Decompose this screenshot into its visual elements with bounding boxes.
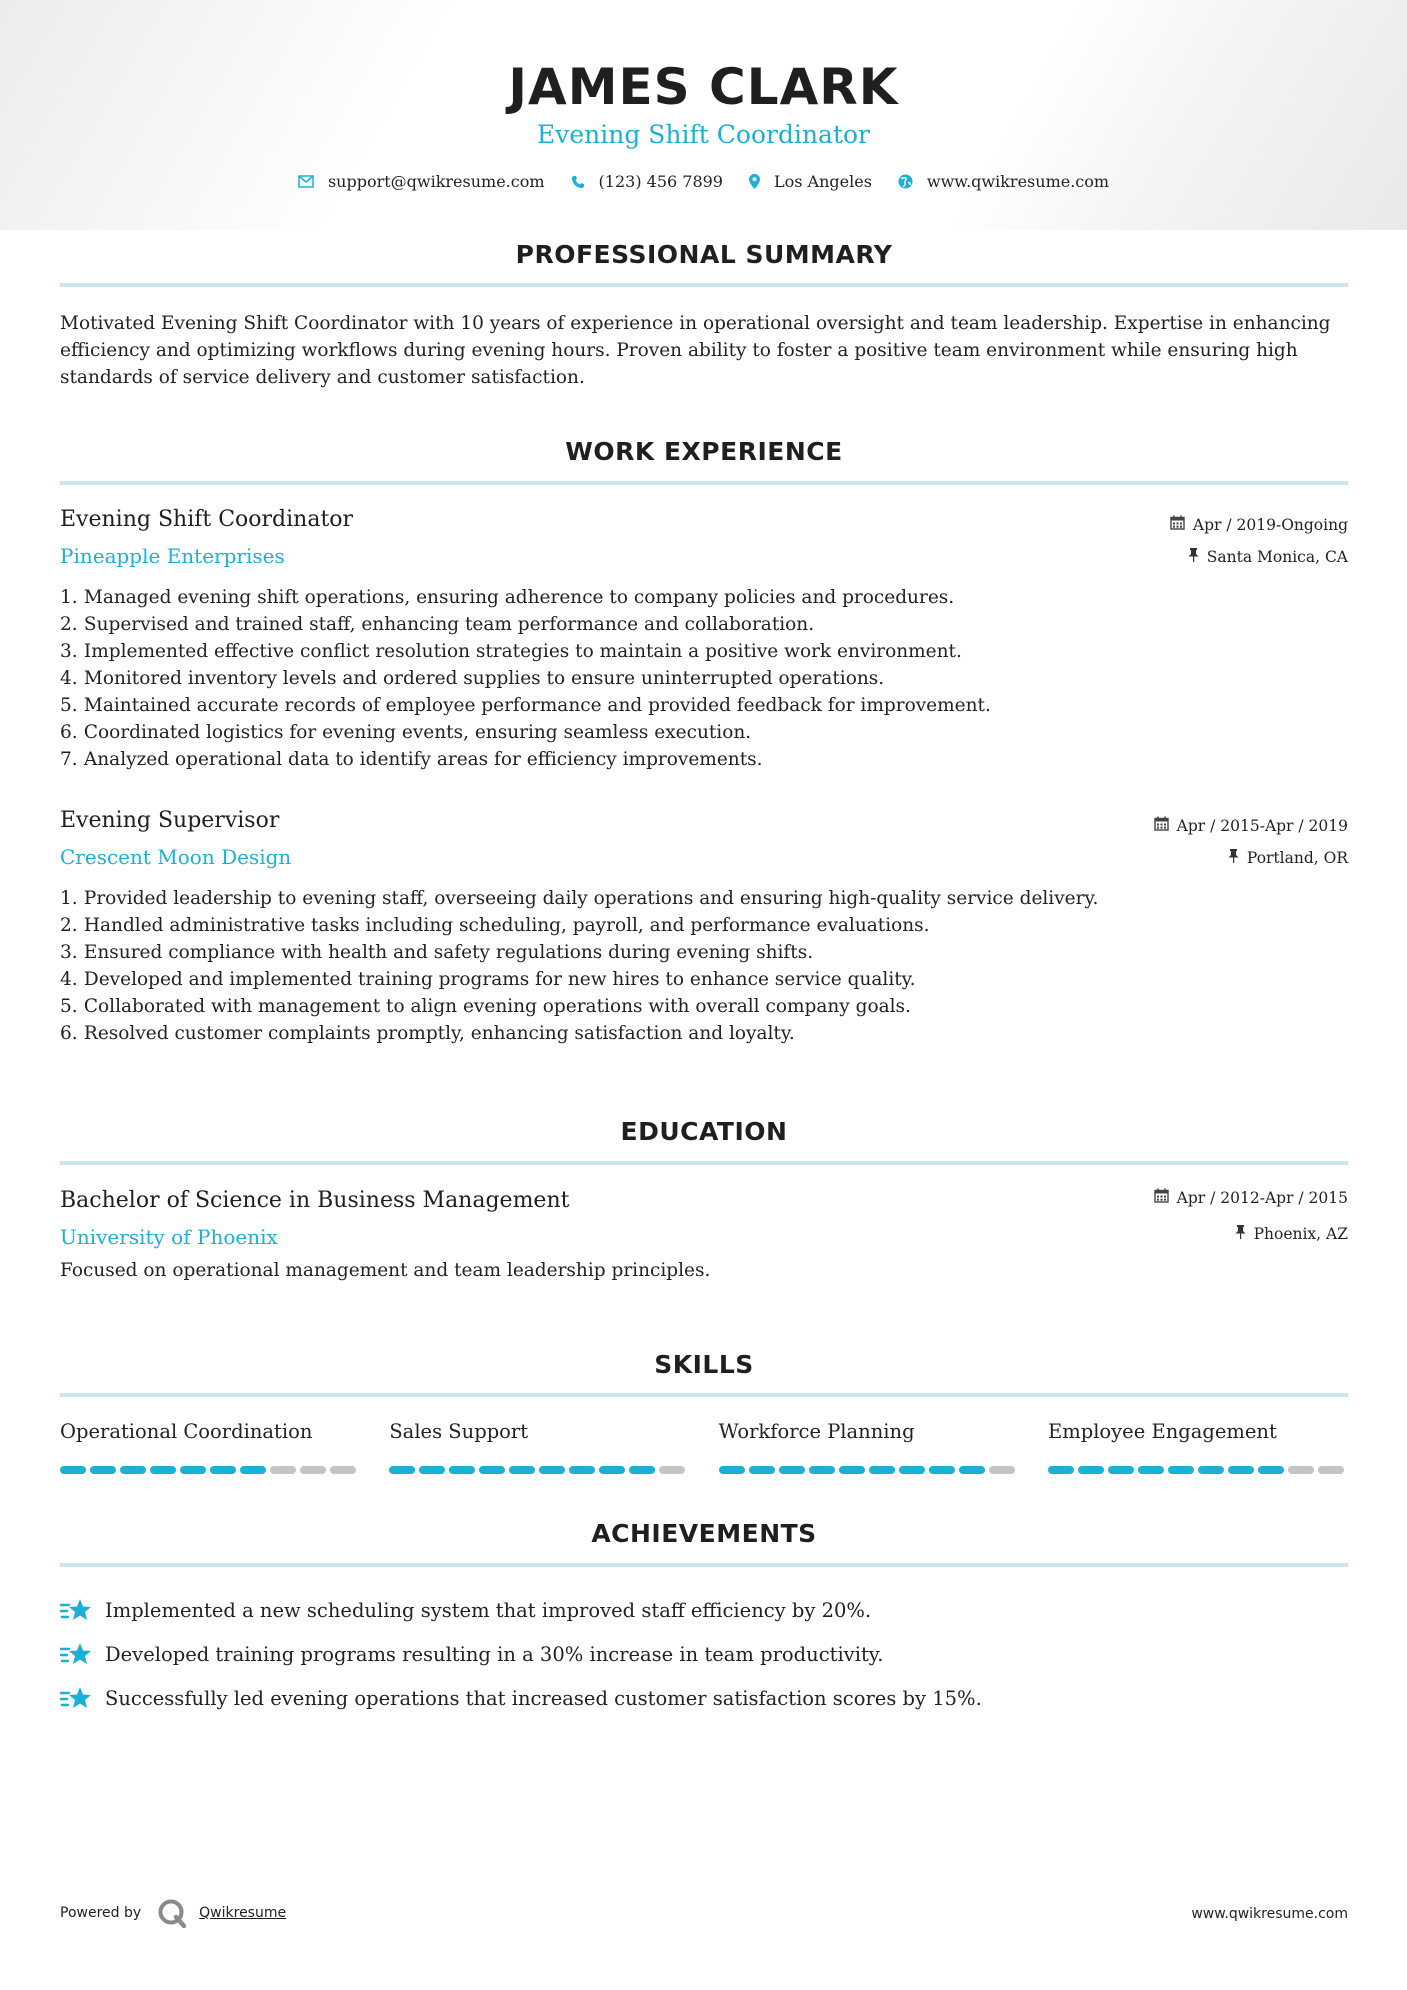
list-item: 3. Implemented effective conflict resolution strategies to maintain a positive work environment.: [60, 641, 962, 662]
list-item: 5. Collaborated with management to align evening operations with overall company goals.: [60, 996, 911, 1017]
skill-segment-filled: [1258, 1466, 1284, 1474]
contact-email[interactable]: [298, 172, 545, 191]
skill-rating-bar: [719, 1466, 1019, 1474]
list-item: [60, 1632, 1348, 1676]
shooting-star-icon: [60, 1641, 92, 1667]
skill-item: [389, 1420, 689, 1474]
skill-segment-filled: [240, 1466, 266, 1474]
education-dates: [1154, 1188, 1348, 1207]
skill-segment-filled: [180, 1466, 206, 1474]
skill-segment-filled: [389, 1466, 415, 1474]
skill-segment-filled: [539, 1466, 565, 1474]
skill-segment-filled: [120, 1466, 146, 1474]
skills-grid: [60, 1420, 1348, 1474]
education-location: [1235, 1225, 1348, 1243]
contact-email-text: support@qwikresume.com: [327, 172, 545, 191]
contact-location: [749, 172, 872, 191]
section-title-experience: WORK EXPERIENCE: [565, 437, 843, 466]
skill-segment-filled: [90, 1466, 116, 1474]
skill-segment-filled: [1078, 1466, 1104, 1474]
list-item: [60, 1676, 1348, 1720]
job-location-text: Portland, OR: [1246, 849, 1348, 867]
skill-segment-filled: [1198, 1466, 1224, 1474]
skill-segment-filled: [719, 1466, 745, 1474]
contact-phone[interactable]: [571, 172, 723, 191]
skill-rating-bar: [389, 1466, 689, 1474]
job-location-text: Santa Monica, CA: [1206, 548, 1348, 566]
skill-segment-filled: [959, 1466, 985, 1474]
skill-segment-filled: [150, 1466, 176, 1474]
skill-segment-filled: [629, 1466, 655, 1474]
skill-label: Sales Support: [389, 1420, 529, 1443]
contact-website[interactable]: [898, 172, 1109, 191]
list-item: 4. Monitored inventory levels and ordered supplies to ensure uninterrupted operations.: [60, 668, 885, 689]
skill-segment-filled: [1108, 1466, 1134, 1474]
job-title: Evening Supervisor: [60, 808, 280, 833]
calendar-icon: [1154, 816, 1169, 835]
calendar-icon: [1170, 515, 1185, 534]
achievement-text: Developed training programs resulting in a 30% increase in team productivity.: [105, 1642, 884, 1666]
skill-item: [60, 1420, 360, 1474]
education-description: Focused on operational management and team leadership principles.: [60, 1260, 711, 1281]
powered-by-label: Powered by: [60, 1905, 142, 1921]
job-dates: [1170, 515, 1348, 534]
list-item: 6. Coordinated logistics for evening events, ensuring seamless execution.: [60, 722, 752, 743]
job-location: [1188, 548, 1348, 566]
skill-segment-filled: [419, 1466, 445, 1474]
candidate-role: Evening Shift Coordinator: [536, 120, 871, 149]
skill-segment-filled: [599, 1466, 625, 1474]
skill-segment-filled: [1228, 1466, 1254, 1474]
skill-segment-empty: [330, 1466, 356, 1474]
job-location: [1228, 849, 1348, 867]
list-item: 1. Managed evening shift operations, ensuring adherence to company policies and procedures.: [60, 587, 955, 608]
school-name: University of Phoenix: [60, 1225, 278, 1249]
job-dates-text: Apr / 2015-Apr / 2019: [1176, 816, 1348, 835]
pushpin-icon: [1235, 1225, 1246, 1243]
skill-rating-bar: [1048, 1466, 1348, 1474]
skill-segment-filled: [1168, 1466, 1194, 1474]
skill-rating-bar: [60, 1466, 360, 1474]
achievements-list: [60, 1588, 1348, 1720]
list-item: 5. Maintained accurate records of employee performance and provided feedback for improvement.: [60, 695, 991, 716]
education-dates-text: Apr / 2012-Apr / 2015: [1176, 1188, 1348, 1207]
skill-segment-filled: [60, 1466, 86, 1474]
degree-title: Bachelor of Science in Business Management: [60, 1188, 570, 1213]
skill-segment-filled: [449, 1466, 475, 1474]
skill-segment-filled: [509, 1466, 535, 1474]
contact-website-text: www.qwikresume.com: [926, 172, 1110, 191]
company-name: Pineapple Enterprises: [60, 544, 285, 568]
section-divider: [60, 1393, 1348, 1397]
job-responsibilities: [60, 885, 1348, 1047]
shooting-star-icon: [60, 1597, 92, 1623]
skill-segment-filled: [1138, 1466, 1164, 1474]
list-item: 2. Handled administrative tasks including scheduling, payroll, and performance evaluations.: [60, 915, 930, 936]
skill-segment-filled: [749, 1466, 775, 1474]
skill-segment-filled: [479, 1466, 505, 1474]
skill-segment-filled: [779, 1466, 805, 1474]
skill-label: Workforce Planning: [718, 1420, 915, 1443]
section-title-education: EDUCATION: [620, 1117, 788, 1146]
skill-segment-filled: [929, 1466, 955, 1474]
achievement-text: Implemented a new scheduling system that improved staff efficiency by 20%.: [105, 1598, 872, 1622]
job-dates: [1154, 816, 1348, 835]
skill-item: [1048, 1420, 1348, 1474]
skill-label: Employee Engagement: [1047, 1420, 1277, 1443]
section-title-achievements: ACHIEVEMENTS: [591, 1519, 817, 1548]
candidate-name: JAMES CLARK: [508, 58, 899, 116]
section-divider: [60, 481, 1348, 485]
skill-segment-empty: [659, 1466, 685, 1474]
contact-bar: [0, 172, 1407, 191]
company-name: Crescent Moon Design: [60, 845, 292, 869]
skill-segment-filled: [1048, 1466, 1074, 1474]
envelope-icon: [298, 175, 314, 188]
section-divider: [60, 1563, 1348, 1567]
pushpin-icon: [1188, 548, 1199, 566]
skill-segment-empty: [1288, 1466, 1314, 1474]
skill-segment-empty: [1318, 1466, 1344, 1474]
section-title-summary: PROFESSIONAL SUMMARY: [515, 240, 893, 269]
footer-powered-by: [60, 1898, 286, 1928]
list-item: 4. Developed and implemented training programs for new hires to enhance service quality.: [60, 969, 916, 990]
contact-location-text: Los Angeles: [773, 172, 872, 191]
calendar-icon: [1154, 1188, 1169, 1207]
job-title: Evening Shift Coordinator: [60, 507, 354, 532]
summary-text: Motivated Evening Shift Coordinator with 10 years of experience in operational oversight and team leadership. Expertise in enhancing efficiency and optimizing workflows during evening hours. Proven ability to foster a positive team environment while ensuring high standards of service delivery and customer satisfaction.: [60, 313, 1331, 388]
list-item: [60, 1588, 1348, 1632]
contact-phone-text: (123) 456 7899: [598, 172, 723, 191]
skill-segment-filled: [210, 1466, 236, 1474]
skill-segment-filled: [869, 1466, 895, 1474]
skill-segment-filled: [839, 1466, 865, 1474]
shooting-star-icon: [60, 1685, 92, 1711]
qwikresume-logo-icon: [157, 1898, 187, 1928]
footer-website[interactable]: www.qwikresume.com: [1191, 1906, 1348, 1922]
skill-segment-empty: [300, 1466, 326, 1474]
job-dates-text: Apr / 2019-Ongoing: [1192, 515, 1348, 534]
job-responsibilities: [60, 584, 1348, 773]
section-divider: [60, 283, 1348, 287]
map-marker-icon: [749, 174, 760, 189]
list-item: 2. Supervised and trained staff, enhancing team performance and collaboration.: [60, 614, 815, 635]
list-item: 1. Provided leadership to evening staff, overseeing daily operations and ensuring high-quality service delivery.: [60, 888, 1099, 909]
education-location-text: Phoenix, AZ: [1253, 1225, 1348, 1243]
skill-segment-empty: [270, 1466, 296, 1474]
pushpin-icon: [1228, 849, 1239, 867]
list-item: 6. Resolved customer complaints promptly, enhancing satisfaction and loyalty.: [60, 1023, 795, 1044]
phone-icon: [571, 175, 585, 189]
brand-link[interactable]: Qwikresume: [199, 1905, 287, 1921]
skill-segment-filled: [899, 1466, 925, 1474]
list-item: 7. Analyzed operational data to identify areas for efficiency improvements.: [60, 749, 763, 770]
skill-segment-filled: [569, 1466, 595, 1474]
skill-segment-empty: [989, 1466, 1015, 1474]
skill-segment-filled: [809, 1466, 835, 1474]
section-title-skills: SKILLS: [654, 1350, 754, 1379]
globe-icon: [898, 174, 913, 189]
section-divider: [60, 1161, 1348, 1165]
list-item: 3. Ensured compliance with health and safety regulations during evening shifts.: [60, 942, 814, 963]
skill-label: Operational Coordination: [60, 1420, 313, 1443]
skill-item: [719, 1420, 1019, 1474]
achievement-text: Successfully led evening operations that increased customer satisfaction scores by 15%.: [105, 1686, 982, 1710]
